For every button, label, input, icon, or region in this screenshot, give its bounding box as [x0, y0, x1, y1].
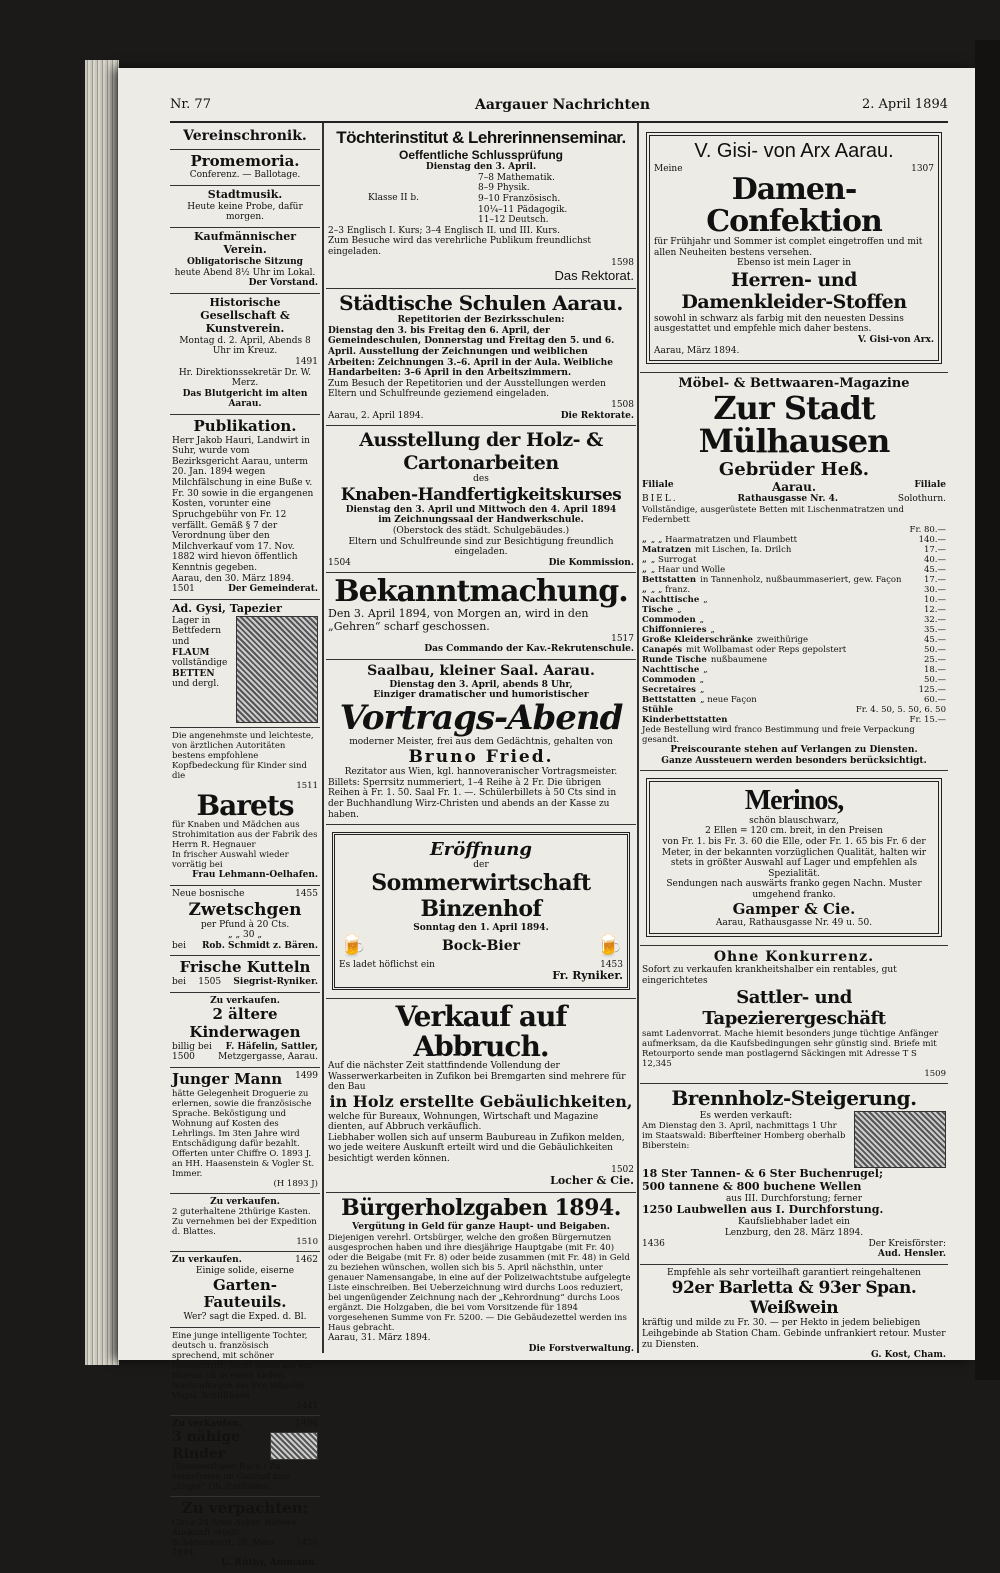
wein-line-1: Empfehle als sehr vorteilhaft garantiert reingehaltenen — [667, 1267, 921, 1278]
gysi-title: Ad. Gysi, Tapezier — [172, 601, 282, 615]
institut-sub: Oeffentliche Schlussprüfung — [398, 148, 563, 163]
price-item: Secretaires — [642, 685, 696, 696]
institut-klasse: Klasse II b. — [368, 192, 419, 203]
ausst-des: des — [473, 474, 489, 485]
price-item: „ — [642, 584, 647, 595]
kw-line-1: Zu verkaufen. — [210, 995, 280, 1006]
abbr-number: 1502 — [611, 1164, 634, 1175]
price-value: Fr. 15.— — [909, 715, 946, 726]
gysi-line-5: und dergl. — [172, 679, 220, 690]
sommerwirtschaft-title: Sommerwirtschaft Binzenhof — [371, 870, 591, 923]
gisi-meine: Meine — [654, 163, 683, 174]
brenn-line-1: Es werden verkauft: — [699, 1110, 793, 1121]
price-item: Commoden — [642, 614, 696, 625]
price-list — [642, 525, 946, 725]
gisi-title: V. Gisi- von Arx Aarau. — [694, 140, 894, 162]
holzgaben-title: Bürgerholzgaben 1894. — [341, 1195, 621, 1222]
kut-sign: Siegrist-Ryniker. — [233, 977, 318, 988]
price-desc: mit Wollbamast oder Reps gepolstert — [686, 645, 847, 656]
price-item: Tische — [642, 604, 674, 615]
schulen-line-2: Zum Besuch der Repetitorien und der Ausstellungen werden Eltern und Schulfreunde geziemend eingeladen. — [328, 378, 606, 400]
mann-ref: (H 1893 J) — [273, 1178, 318, 1189]
price-desc: mit Lischen, Ia. Drilch — [695, 544, 792, 555]
moebel-line-2: Jede Bestellung wird franco Bestimmung und freie Verpackung gesandt. — [642, 725, 915, 746]
price-value: 25.— — [923, 655, 946, 666]
price-desc: „ „ franz. — [650, 584, 691, 595]
price-item: Bettstatten — [642, 574, 697, 585]
ausst-number: 1504 — [328, 557, 351, 568]
price-item: Bettstatten — [642, 695, 697, 706]
price-desc: „ Haar und Wolle — [650, 564, 726, 575]
saal-text: Billets: Sperrsitz nummeriert, 1–4 Reihe à 2 Fr. Die übrigen Reihen à Fr. 1. 50. Saal Fr. 1. —. Schülerbillets à 50 Cts sind in der Buchhandlung Wirz-Christen und abends an der Kasse zu haben. — [328, 777, 617, 820]
kut-bei: bei — [172, 977, 186, 988]
price-row — [642, 525, 946, 535]
price-row — [642, 605, 946, 615]
moebel-line-1: Vollständige, ausgerüstete Betten mit Lischenmatratzen und Federnbett — [642, 504, 904, 525]
schedule-item: 10¼–11 Pädagogik. — [478, 204, 568, 215]
schulen-title: Städtische Schulen Aarau. — [339, 290, 623, 315]
price-desc: in Tannenholz, nußbaummaseriert, gew. Façon — [700, 574, 902, 585]
price-desc: „ — [699, 685, 705, 696]
column-left — [170, 125, 320, 1569]
publikation-title: Publikation. — [193, 416, 297, 435]
price-value: 125.— — [918, 685, 946, 696]
ausst-line-4: im Zeichnungssaal der Handwerkschule. — [378, 515, 584, 526]
price-item: „ — [642, 534, 647, 545]
ohne-konkurrenz: Ohne Konkurrenz. — [713, 948, 875, 965]
zw-sign: Rob. Schmidt z. Bären. — [201, 940, 318, 951]
merinos-line-1: schön blauschwarz, — [749, 815, 839, 826]
kw-line-2: billig bei — [172, 1041, 212, 1052]
saal-line-1: Dienstag den 3. April, abends 8 Uhr, — [389, 679, 573, 690]
cow-illustration — [270, 1432, 318, 1460]
promemoria-title: Promemoria. — [190, 151, 300, 170]
pacht-number: 1470 — [296, 1538, 318, 1549]
price-desc: „ — [699, 614, 705, 625]
price-item: Chiffonnieres — [642, 624, 707, 635]
eroff-number: 1453 — [600, 959, 623, 970]
gisi-sign: V. Gisi-von Arx. — [857, 335, 934, 346]
filiale-right: Filiale — [914, 480, 946, 491]
price-row — [642, 615, 946, 625]
merinos-line-2: 2 Ellen = 120 cm. breit, in den Preisen — [705, 826, 883, 837]
muelhausen-title: Zur Stadt Mülhausen — [698, 388, 890, 461]
moebel-title: Möbel- & Bettwaaren-Magazine — [678, 376, 910, 392]
merinos-line-4: Sendungen nach auswärts franko gegen Nachn. Muster umgehend franko. — [666, 879, 922, 901]
abbr-sign: Locher & Cie. — [550, 1174, 634, 1188]
rinder-text: (Simmenthaler Race.) Zu vernehmen im Gasthof zum „Engel“ Ob.-Entfelden. — [172, 1462, 291, 1493]
bock-bier: Bock-Bier — [441, 938, 521, 955]
price-item: Stühle — [642, 705, 674, 716]
price-value: 50.— — [923, 645, 946, 656]
brenn-line-8: Lenzburg, den 28. März 1894. — [724, 1227, 864, 1238]
price-value: 17.— — [923, 574, 946, 585]
price-item: „ — [642, 564, 647, 575]
ausst-kurs: Knaben-Handfertigkeitskurses — [340, 484, 622, 505]
kaufm-line-2: heute Abend 8½ Uhr im Lokal. — [174, 267, 316, 278]
damen-confektion: Damen-Confektion — [706, 172, 882, 239]
stadtmusik-title: Stadtmusik. — [207, 187, 283, 201]
baret-text: Die angenehmste und leichteste, von ärztlichen Autoritäten bestens empfohlene Kopfbedeckung für Kinder sind die — [172, 730, 314, 781]
gysi-line-1: Lager in Bettfedern und — [172, 615, 222, 647]
schulen-sign: Die Rektorate. — [560, 410, 634, 421]
price-row — [642, 705, 946, 715]
price-row — [642, 655, 946, 665]
bek-number: 1517 — [611, 633, 634, 644]
holz-sub: Vergütung in Geld für ganze Haupt- und Beigaben. — [352, 1222, 610, 1233]
moebel-line-3: Preiscourante stehen auf Verlangen zu Diensten. — [670, 745, 918, 756]
ohne-line-2: samt Ladenvorrat. Mache hiemit besonders junge tüchtige Anfänger aufmerksam, da die Kaufsbedingungen sehr günstig sind. Briefe mit Retourporto sende man postlagernd Säckingen mit Adresse T S 12,345 — [642, 1029, 939, 1070]
wein-text: kräftig und milde zu Fr. 30. — per Hekto in jedem beliebigen Leihgebinde ab Station Cham. Gebinde unfrankiert retour. Muster zu Diensten. — [642, 1318, 946, 1350]
kasten-title: Zu verkaufen. — [210, 1196, 280, 1207]
price-row — [642, 715, 946, 725]
price-desc — [642, 525, 910, 535]
kaufm-title: Kaufmännischer Verein. — [193, 230, 297, 256]
brenn-sign-1: Der Kreisförster: — [868, 1238, 946, 1249]
gf-line-2: Einige solide, eiserne — [195, 1266, 295, 1277]
gysi-line-3: vollständige — [172, 658, 228, 669]
moebel-line-4: Ganze Aussteuern werden besonders berücksichtigt. — [661, 755, 927, 766]
price-row — [642, 675, 946, 685]
kasten-text: 2 guterhaltene 2thürige Kasten. Zu vernehmen bei der Expedition d. Blattes. — [172, 1207, 317, 1238]
price-value: 10.— — [923, 594, 946, 605]
gf-number: 1462 — [295, 1255, 318, 1266]
bek-sign: Das Commando der Kav.-Rekrutenschule. — [424, 644, 634, 655]
pacht-sign: U. Rüthy, Ammann. — [221, 1558, 318, 1569]
eroff-der: der — [473, 860, 489, 871]
institut-schedule — [478, 173, 567, 226]
header-rule — [170, 121, 948, 123]
hist-number: 1491 — [295, 356, 318, 367]
gisi-date: Aarau, März 1894. — [654, 345, 740, 356]
price-value: 50.— — [923, 675, 946, 686]
institut-sign: Das Rektorat. — [554, 268, 634, 284]
gf-line-3: Wer? sagt die Exped. d. Bl. — [183, 1312, 307, 1322]
price-item: Matratzen — [642, 544, 692, 555]
mann-number: 1499 — [295, 1070, 318, 1081]
price-row — [642, 645, 946, 655]
dark-border — [975, 40, 1000, 1380]
brenn-line-2: Am Dienstag den 3. April, nachmittags 1 Uhr im Staatswald: Biberfteiner Homberg oberhalb Biberstein: — [642, 1121, 846, 1152]
schedule-item: 8–9 Physik. — [478, 183, 530, 194]
filiale-left: Filiale — [642, 480, 674, 491]
ausst-line-5: (Oberstock des städt. Schulgebäudes.) — [392, 526, 570, 536]
price-item: Nachttische — [642, 665, 700, 676]
price-row — [642, 535, 946, 545]
price-desc: nußbaumene — [710, 655, 768, 666]
institut-number: 1598 — [611, 257, 634, 268]
price-value: 18.— — [923, 665, 946, 676]
price-row — [642, 595, 946, 605]
issue-date: 2. April 1894 — [862, 97, 948, 112]
mann-text: hätte Gelegenheit Droguerie zu erlernen, sowie die französische Sprache. Beköstigung und Wohnung auf Kosten des Lehrlings. Im 3ten Jahre wird Entschädigung dafür bezahlt. Offerten unter Chiffre O. 1893 J. an HH. Haasenstein & Vogler St. Immer. — [172, 1088, 315, 1179]
tochter-text: Eine junge intelligente Tochter, deutsch u. französisch sprechend, mit schöner Handschrift, sucht Stelle auf ein Bureau ob in einen Laden. Nachzufragen bei Frn Wägeler-Vogel, Schiffländе — [172, 1330, 312, 1401]
gysi-flaum: FLAUM — [172, 647, 210, 658]
ausstellung-title: Ausstellung der Holz- & Cartonarbeiten — [359, 429, 603, 474]
schulen-sub: Repetitorien der Bezirksschulen: — [397, 315, 565, 326]
rinder-number: 1496 — [295, 1418, 318, 1429]
hess-title: Gebrüder Heß. — [718, 458, 870, 480]
pacht-title: Zu verpachten: — [181, 1499, 309, 1518]
eroffnung-title: Eröffnung — [430, 839, 532, 861]
price-row — [642, 635, 946, 645]
price-value: 45.— — [923, 635, 946, 645]
baret-number: 1511 — [296, 780, 318, 791]
herren-stoffe: Herren- und Damenkleider-Stoffen — [681, 269, 907, 314]
eroff-date: Sonntag den 1. April 1894. — [413, 922, 549, 933]
price-row — [642, 695, 946, 705]
merinos-title: Merinos, — [744, 785, 844, 817]
brenn-sign-2: Aud. Hensler. — [877, 1249, 946, 1260]
brenn-line-4: 500 tannene & 800 buchene Wellen — [642, 1179, 862, 1193]
hist-line-1: Montag d. 2. April, Abends 8 Uhr im Kreuz. — [179, 335, 311, 357]
newspaper-title: Aargauer Nachrichten — [475, 97, 651, 113]
schedule-item: 11–12 Deutsch. — [478, 215, 549, 226]
publikation-text: Herr Jakob Hauri, Landwirt in Suhr, wurde vom Bezirksgericht Aarau, unterm 20. Jan. 1894 wegen Milchfälschung in eine Buße v. Fr. 30 sowie in die ergangenen Kosten, vorunter eine Spruchgebühr von Fr. 12 verfällt. Gemäß § 7 der Verordnung über den Milchverkauf vom 17. Nov. 1882 wird hievon öffentlich Kenntnis gegeben. — [172, 435, 314, 573]
price-value: 60.— — [923, 695, 946, 706]
brenn-line-7: Kaufsliebhaber ladet ein — [738, 1217, 850, 1228]
kutteln-title: Frische Kutteln — [179, 958, 311, 977]
price-item: Große Kleiderschränke — [642, 635, 753, 645]
eroff-sign: Fr. Ryniker. — [552, 969, 623, 983]
gisi-line-2: für Frühjahr und Sommer ist complet eingetroffen und mit allen Neuheiten bestens versehen. — [654, 237, 923, 258]
merinos-line-3: von Fr. 1. bis Fr. 3. 60 die Elle, oder Fr. 1. 65 bis Fr. 6 der Meter, in der bekannten vorzüglichen Qualität, halten wir stets in größter Auswahl auf Lager und empfehlen als Spezialität. — [661, 837, 927, 879]
merinos-line-5: Aarau, Rathausgasse Nr. 49 u. 50. — [715, 918, 873, 929]
gisi-number: 1307 — [911, 163, 934, 174]
price-item: Commoden — [642, 675, 696, 686]
price-desc: „ — [710, 624, 715, 635]
brenn-number: 1436 — [642, 1238, 665, 1249]
zw-line-2: per Pfund à 20 Cts. — [200, 919, 290, 930]
saal-line-3: moderner Meister, frei aus dem Gedächtnis, gehalten von — [349, 736, 613, 747]
price-desc: „ — [703, 594, 708, 605]
price-row — [642, 625, 946, 635]
tochter-number: 1441 — [296, 1400, 318, 1411]
price-desc: „ „ Haarmatratzen und Flaumbett — [650, 534, 798, 545]
filiale-biel: BIEL. — [642, 494, 678, 505]
page-header — [170, 97, 948, 119]
vortrag-title: Vortrags-Abend — [339, 697, 623, 738]
stadtmusik-sub: Heute keine Probe, dafür morgen. — [187, 201, 303, 223]
publikation-sign: Der Gemeinderat. — [228, 584, 318, 595]
schulen-text: Dienstag den 3. bis Freitag den 6. April, der Gemeindeschulen, Donnerstag und Freitag den 5. und 6. April. Ausstellung der Zeichnungen und weiblichen Arbeiten: Zeichnungen 3.–6. April in der Aula. Weibliche Handarbeiten: 3–6 April in den Arbeitszimmern. — [328, 325, 615, 379]
price-row — [642, 685, 946, 695]
baret-line-3: In frischer Auswahl wieder vorrätig bei — [172, 850, 289, 871]
kw-line-3: F. Häfelin, Sattler, — [225, 1041, 318, 1052]
ohne-line-1: Sofort zu verkaufen krankheitshalber ein rentables, gut eingerichtetes — [642, 965, 897, 987]
price-value: 30.— — [923, 584, 946, 595]
kaufm-line-1: Obligatorische Sitzung — [187, 256, 303, 267]
kasten-number: 1510 — [296, 1237, 318, 1248]
price-item: Runde Tische — [642, 655, 707, 666]
abbr-line-3: Liebhaber wollen sich auf unserm Baubureau in Zufikon melden, wo jede weitere Auskunft erteilt wird und die Gebäulichkeiten besichtigt werden können. — [328, 1132, 625, 1165]
price-value: 45.— — [923, 564, 946, 575]
price-value: 140.— — [918, 534, 946, 545]
ausst-sign: Die Kommission. — [548, 557, 634, 568]
eroff-line-3: Es ladet höflichst ein — [339, 959, 435, 970]
price-desc: „ neue Façon — [700, 695, 757, 706]
schedule-item: 9–10 Französisch. — [478, 194, 561, 205]
schedule-item: 7–8 Mathematik. — [478, 172, 555, 183]
holz-sign: Die Forstverwaltung. — [528, 1343, 634, 1354]
price-row — [642, 545, 946, 555]
gysi-betten: BETTEN — [172, 668, 215, 679]
zw-number: 1455 — [295, 888, 318, 899]
schulen-date: Aarau, 2. April 1894. — [328, 410, 424, 421]
mann-title: Junger Mann — [172, 1069, 283, 1088]
wein-sign: G. Kost, Cham. — [871, 1350, 946, 1361]
institut-line-3: 2–3 Englisch I. Kurs; 3–4 Englisch II. und III. Kurs. — [328, 225, 560, 236]
baret-line-2: für Knaben und Mädchen aus Strohimitation aus der Fabrik des Herrn R. Hegnauer — [172, 820, 318, 851]
column-rule-1 — [322, 123, 324, 1353]
column-right — [640, 125, 948, 1361]
price-desc — [728, 715, 910, 725]
saalbau-title: Saalbau, kleiner Saal. Aarau. — [367, 663, 595, 680]
institut-title: Töchterinstitut & Lehrerinnenseminar. — [336, 128, 626, 147]
price-desc — [673, 705, 856, 715]
vereinschronik-title: Vereinschronik. — [183, 128, 307, 144]
bruno-fried: Bruno Fried. — [408, 747, 554, 768]
price-value: Fr. 4. 50, 5. 50, 6. 50 — [855, 705, 946, 716]
bed-illustration — [236, 616, 318, 723]
price-item: Kinderbettstatten — [642, 715, 728, 726]
price-row — [642, 665, 946, 675]
price-item: Canapés — [642, 645, 683, 656]
hist-line-2: Hr. Direktionssekretär Dr. W. Merz. — [178, 367, 312, 389]
kw-line-4: Metzgergasse, Aarau. — [218, 1052, 318, 1063]
institut-line-4: Zum Besuche wird das verehrliche Publikum freundlichst eingeladen. — [328, 236, 592, 258]
price-value: 12.— — [923, 604, 946, 615]
gamper-title: Gamper & Cie. — [732, 899, 856, 918]
price-item: „ — [642, 554, 647, 565]
brennholz-title: Brennholz-Steigerung. — [671, 1086, 917, 1111]
column-rule-2 — [637, 123, 639, 1353]
bekanntmachung-title: Bekanntmachung. — [334, 574, 628, 610]
abbr-text: Auf die nächster Zeit stattfindende Vollendung der Wasserwerkarbeiten in Zufikon bei Bremgarten sind mehrere für den Bau — [328, 1060, 626, 1093]
ohne-number: 1509 — [924, 1069, 946, 1080]
zwetschgen-title: Zwetschgen — [188, 899, 302, 920]
price-value: 35.— — [923, 624, 946, 635]
pacht-date: Schönenwerd, 28. März 1894. — [172, 1538, 275, 1559]
ausst-line-3: Dienstag den 3. April und Mittwoch den 4. April 1894 — [345, 504, 617, 515]
wein-title: 92er Barletta & 93er Span. Weißwein — [671, 1278, 917, 1319]
promemoria-sub: Conferenz. — Ballotage. — [189, 170, 301, 181]
beer-mug-icon-left: 🍺 — [339, 933, 367, 959]
gf-title: Zu verkaufen. — [172, 1255, 242, 1266]
beer-mug-icon-right: 🍺 — [595, 933, 623, 959]
garten-title: Garten-Fauteuils. — [203, 1275, 287, 1312]
brenn-line-6: 1250 Laubwellen aus I. Durchforstung. — [642, 1203, 884, 1217]
institut-date: Dienstag den 3. April. — [425, 162, 537, 173]
abbr-line-2: welche für Bureaux, Wohnungen, Wirtschaft und Magazine dienten, auf Abbruch verkäuflich. — [328, 1111, 599, 1133]
barets-title: Barets — [196, 788, 294, 822]
saal-line-2: Einziger dramatischer und humoristischer — [373, 690, 589, 701]
price-value: 17.— — [923, 544, 946, 555]
price-value: 40.— — [923, 554, 946, 565]
rinder-title: 3 nähige Rinder — [172, 1429, 241, 1462]
forest-illustration — [854, 1111, 946, 1168]
price-value: 32.— — [923, 614, 946, 625]
abbr-big: in Holz erstellte Gebäulichkeiten, — [329, 1091, 633, 1111]
publikation-date: Aarau, den 30. März 1894. — [172, 573, 295, 584]
pacht-text: Circa 24 Aren Acker. Nähere Auskunft erteilt — [172, 1518, 297, 1539]
holz-text: Diejenigen verehrl. Ortsbürger, welche den großen Bürgernutzen ausgesprochen haben und ihre diesjährige Hauptgabe (mit Fr. 40) oder die Beigabe (mit Fr. 8) oder beide zusammen (mit Fr. 48) in Geld zu beziehen wünschen, wollen sich bis 5. April nächsthin, unter genauer Namensangabe, in eine auf der Polizeiwachtstube aufgelegte Liste einschreiben. Bei Ueberzeichnung wird durchs Loos reduziert, bei ungenügender Zeichnung nach der „Kehrordnung“ durchs Loos ergänzt. Die Holzgaben, die bei vom Vorsitzende für 1894 vorgesehenen Summe von Fr. 5200. — Die Gebäudezettel werden ins Haus gebracht. — [328, 1232, 631, 1333]
price-row — [642, 555, 946, 565]
baret-sign: Frau Lehmann-Oelhafen. — [192, 870, 318, 881]
issue-number: Nr. 77 — [170, 97, 211, 112]
moebel-aarau: Aarau. — [771, 480, 817, 495]
schulen-number: 1508 — [611, 400, 634, 411]
bek-text: Den 3. April 1894, von Morgen an, wird in den „Gehren“ scharf geschossen. — [328, 606, 589, 633]
gisi-line-4: sowohl in schwarz als farbig mit den neuesten Dessins ausgestattet und empfehle mich daher bestens. — [654, 313, 904, 335]
kaufm-sign: Der Vorstand. — [248, 278, 318, 289]
rinder-line-1: Zu verkaufen. — [172, 1418, 242, 1429]
price-item: Nachttische — [642, 594, 700, 605]
saal-line-4: Rezitator aus Wien, kgl. hannoveranischer Vortragsmeister. — [344, 767, 618, 778]
zw-line-1: Neue bosnische — [172, 888, 245, 899]
price-desc: zweithürige — [756, 635, 809, 645]
kinderwagen-title: 2 ältere Kinderwagen — [189, 1005, 301, 1041]
price-desc: „ Surrogat — [650, 554, 697, 565]
price-row — [642, 585, 946, 595]
hist-title: Historische Gesellschaft & Kunstverein. — [200, 295, 290, 335]
price-value: Fr. 80.— — [909, 524, 946, 535]
publikation-number: 1501 — [172, 584, 195, 595]
kw-number: 1500 — [172, 1052, 195, 1063]
holz-date: Aarau, 31. März 1894. — [328, 1332, 431, 1343]
page-edge-stack — [85, 60, 119, 1365]
price-row — [642, 565, 946, 575]
hist-line-3: Das Blutgericht im alten Aarau. — [182, 388, 308, 410]
column-middle — [326, 125, 636, 1354]
price-desc: „ — [699, 675, 705, 686]
brenn-line-5: aus III. Durchforstung; ferner — [725, 1193, 863, 1204]
price-desc: „ — [703, 665, 708, 676]
price-desc: „ — [677, 604, 682, 615]
sattler-title: Sattler- und Tapezierergeschäft — [702, 986, 886, 1029]
zw-line-4: bei — [172, 940, 186, 951]
moebel-address: Rathausgasse Nr. 4. — [737, 494, 839, 505]
ausst-line-6: Eltern und Schulfreunde sind zur Besichtigung freundlich eingeladen. — [348, 536, 614, 558]
brenn-line-3: 18 Ster Tannen- & 6 Ster Buchenrugel; — [642, 1166, 884, 1180]
zw-line-3: „ „ 30 „ — [227, 930, 263, 941]
filiale-solothurn: Solothurn. — [897, 494, 946, 505]
kut-number: 1505 — [198, 977, 222, 988]
price-row — [642, 575, 946, 585]
gisi-line-3: Ebenso ist mein Lager in — [737, 258, 851, 269]
abbruch-title: Verkauf auf Abbruch. — [395, 1000, 567, 1063]
